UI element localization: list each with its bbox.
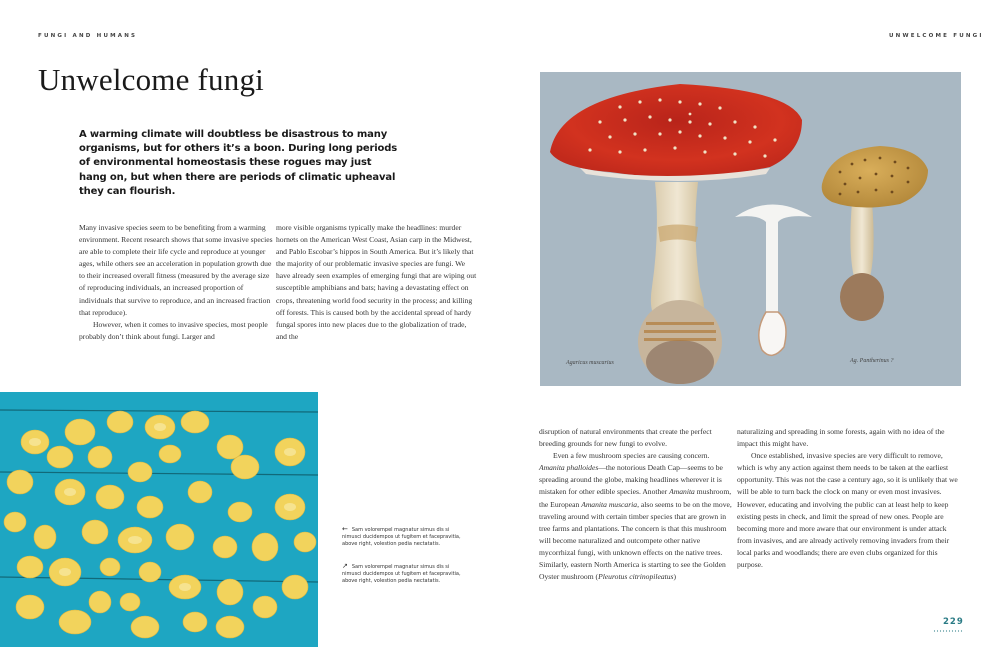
image-caption (342, 563, 467, 585)
painting-inscription: Agaricus muscarius (566, 360, 614, 366)
running-head-right: UNWELCOME FUNGI (889, 33, 984, 39)
standfirst: A warming climate will doubtless be disastrous to many organisms, but for others it’s a boon. During long periods of environmental homeostasis these rogues may just hang on, but when there are periods of climatic upheaval they can flourish. (79, 129, 398, 197)
body-paragraph: However, when it comes to invasive species, most people probably don’t think about fungi. Larger and (79, 319, 268, 341)
body-column-3 (539, 426, 737, 583)
amanita-painting-illustration (540, 72, 961, 386)
body-paragraph: Once established, invasive species are very difficult to remove, which is why any action against them needs to be taken at the earliest opportunity. This was not the case a century ago, so it is unlikely that we will be able to turn back the clock on many or even most invasives. However, educating and involving the public can at least help to keep existing pests in check, and limit the spread of new ones. People are becoming more and more aware that our environment is under attack from invasives, and are already actively removing invaders from their local parks and woodlands; there are even clubs organized for this purpose. (737, 451, 958, 570)
page-title: Unwelcome fungi (38, 62, 264, 97)
species-name: Pleurotus citrinopileatus (598, 572, 674, 582)
arrow-up-right-icon: ↗ (342, 562, 348, 570)
body-paragraph: naturalizing and spreading in some forests, again with no idea of the impact this might have. (737, 427, 945, 449)
body-column-4 (737, 426, 962, 571)
caption-text: Sam volorempel magnatur simus dis si nimusci ducidempos ut fugitem et facepravitia, above right, volestion pedia nectatatis. (342, 564, 461, 584)
body-paragraph: more visible organisms typically make the headlines: murder hornets on the American West Coast, Asian carp in the Midwest, and Pablo Escobar’s hippos in South America. But it’s likely that the majority of our problematic invasive species are fungi. We have already seen examples of emerging fungi that are wiping out susceptible amphibians and bats; having a devastating effect on crops, threatening world food security in the process; and killing off forests. This is caused both by the accidental spread of hardy fungal spores into new places due to the globalization of trade, and the (276, 223, 477, 341)
body-column-1 (79, 222, 275, 343)
arrow-left-icon: ← (342, 525, 348, 533)
species-name: Amanita muscaria (581, 499, 638, 509)
golden-oyster-photo (0, 392, 318, 647)
running-head-left: FUNGI AND HUMANS (38, 33, 138, 39)
painting-inscription: Ag. Pantherinus ? (850, 358, 894, 364)
body-column-2 (276, 222, 478, 343)
amanita-painting (540, 72, 961, 386)
image-caption (342, 526, 467, 548)
species-name: Amanita phalloides (539, 463, 599, 473)
body-paragraph: Many invasive species seem to be benefiting from a warming environment. Recent research shows that some invasive species are able to complete their life cycle and reproduce at younger ages, while others see an acceleration in population growth due to their increased overall fitness (measured by the average size of reproducing individuals, an increased proportion of individuals that survive to reproduce, and an increased fraction that reproduce). (79, 223, 273, 317)
folio-dots-decoration (933, 630, 963, 632)
page-number: 229 (943, 617, 964, 627)
body-paragraph: disruption of natural environments that create the perfect breeding grounds for new fungi to evolve. (539, 427, 712, 449)
genus-name: Amanita (669, 487, 695, 497)
body-paragraph: Even a few mushroom species are causing concern. Amanita phalloides—the notorious Death Cap—seems to be spreading around the globe, making headlines wherever it is mistaken for other edible species. Another Amanita mushroom, the European Amanita muscaria, also seems to be on the move, traveling around with certain timber species that are grown in tree farms and plantations. The concern is that this mushroom will become naturalized and outcompete other native mycorrhizal fungi, with unknown effects on the native trees. Similarly, eastern North America is starting to see the Golden Oyster mushroom (Pleurotus citrinopileatus) (539, 451, 732, 582)
caption-text: Sam volorempel magnatur simus dis si nimusci ducidempos ut fugitem et facepravitia, above right, volestion pedia nectatatis. (342, 527, 461, 547)
golden-oyster-photo-illustration (0, 392, 318, 647)
